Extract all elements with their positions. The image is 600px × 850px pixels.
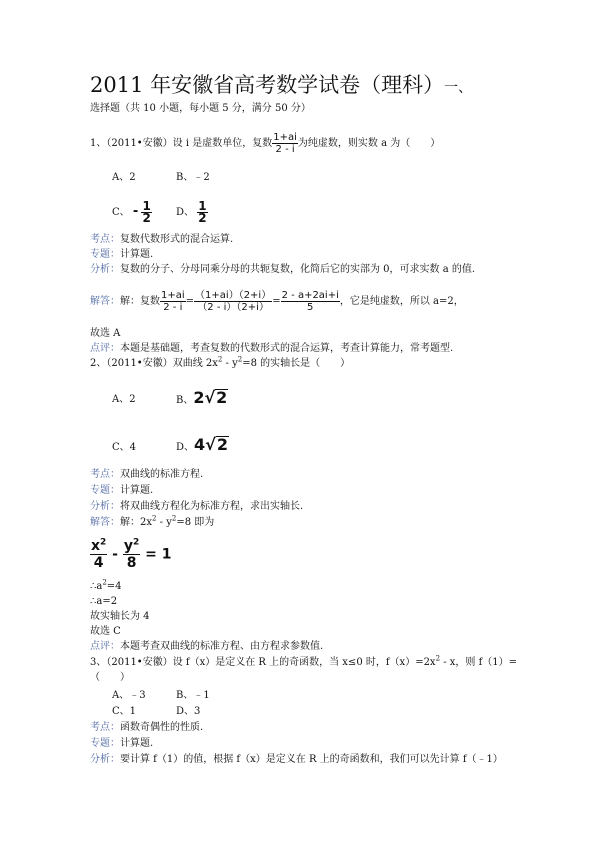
q1-stem-fraction: $\frac{1+ai}{2 - i}$ <box>273 132 297 155</box>
q2-standard-equation: $\frac{x^2}{4}$ - $\frac{y^2}{8}$ = 1 <box>91 537 172 571</box>
q1-conclusion: 故选 A <box>90 328 121 339</box>
q1-option-d-fraction: $\frac{1}{2}$ <box>198 199 207 225</box>
q2-option-c: C、4 <box>112 442 137 453</box>
q2-jieda: 解答：解：$2x^2 - y^2=8$ 即为 <box>90 514 215 528</box>
q1-option-c-fraction: $\frac{1}{2}$ <box>142 199 151 225</box>
q3-option-b: B、﹣1 <box>176 690 210 701</box>
q2-option-a: A、2 <box>112 394 136 405</box>
q1-option-c: C、 - $\frac{1}{2}$ <box>112 199 151 225</box>
q3-kaodian: 考点：函数奇偶性的性质. <box>90 722 204 733</box>
q2-conclusion: 故选 C <box>90 626 121 637</box>
title-main: 2011 年安徽省高考数学试卷（理科） <box>90 73 445 97</box>
q3-stem-line2: （ ） <box>90 672 130 683</box>
q3-option-a: A、﹣3 <box>112 690 146 701</box>
q1-option-b: B、﹣2 <box>176 172 210 183</box>
q3-option-d: D、3 <box>176 706 201 717</box>
q2-step-1: $\therefore a^2=4$ <box>90 578 122 592</box>
q2-option-d: D、4√2 <box>176 435 228 454</box>
q3-option-c: C、1 <box>112 706 137 717</box>
q2-kaodian: 考点：双曲线的标准方程. <box>90 469 204 480</box>
q2-step-2: ∴a=2 <box>90 596 118 607</box>
q1-dianping: 点评：本题是基础题，考查复数的代数形式的混合运算，考查计算能力，常考题型. <box>90 343 454 354</box>
q1-fenxi: 分析：复数的分子、分母同乘分母的共轭复数，化简后它的实部为 0，可求实数 a 的值. <box>90 264 476 275</box>
q3-fenxi: 分析：要计算 f（1）的值，根据 f（x）是定义在 R 上的奇函数和，我们可以先计算 f（﹣1） <box>90 754 503 765</box>
q2-stem: 2、（2011•安徽）双曲线 $2x^2 - y^2=8$ 的实轴长是（ ） <box>90 355 351 369</box>
q1-zhuanti: 专题：计算题. <box>90 249 154 260</box>
section-header: 选择题（共 10 小题，每小题 5 分，满分 50 分） <box>90 103 311 114</box>
q1-option-d: D、 $\frac{1}{2}$ <box>176 199 207 225</box>
page-title <box>90 72 472 101</box>
q1-kaodian: 考点：复数代数形式的混合运算. <box>90 234 234 245</box>
q1-stem: 1、（2011•安徽）设 i 是虚数单位，复数 $\frac{1+ai}{2 - i}$ 为纯虚数，则实数 a 为（ ） <box>90 132 441 155</box>
q1-jieda: 解答：解：复数 $\frac{1+ai}{2 - i}$ = $\frac{(1+ai)(2+i)}{(2 - i)(2+i)}$ = $\frac{2 - a+2ai+i}{5}$ ，它是纯虚数，所以 a=2， <box>90 290 464 313</box>
title-tail: 一、 <box>444 80 473 96</box>
q2-zhuanti: 专题：计算题. <box>90 485 154 496</box>
q2-fenxi: 分析：将双曲线方程化为标准方程，求出实轴长. <box>90 501 304 512</box>
q2-dianping: 点评：本题考查双曲线的标准方程、由方程求参数值. <box>90 641 324 652</box>
q2-option-b: B、2√2 <box>176 388 228 407</box>
q2-step-3: 故实轴长为 4 <box>90 611 150 622</box>
q3-zhuanti: 专题：计算题. <box>90 738 154 749</box>
q1-option-a: A、2 <box>112 172 136 183</box>
q3-stem: 3、（2011•安徽）设 f（x）是定义在 R 上的奇函数，当 x≤0 时，$f(x)=2x^2 - x$，则 f（1）= <box>90 654 518 668</box>
